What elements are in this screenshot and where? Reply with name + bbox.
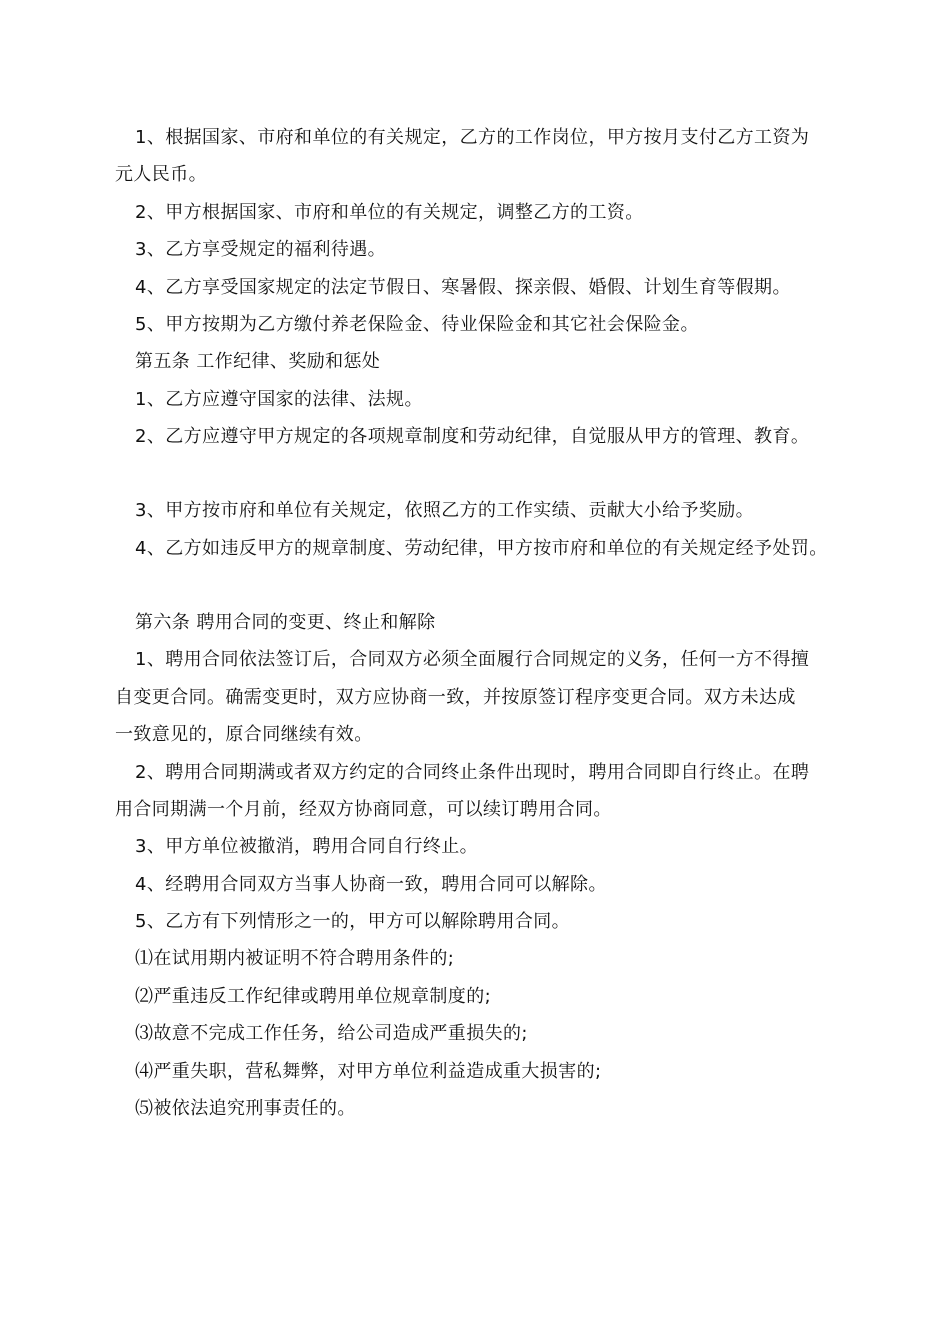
salary-clause-line-1: 1、根据国家、市府和单位的有关规定，乙方的工作岗位，甲方按月支付乙方工资为 (135, 127, 810, 148)
article-five-heading: 第五条 工作纪律、奖励和惩处 (135, 351, 381, 372)
welfare-line: 3、乙方享受规定的福利待遇。 (135, 239, 387, 260)
contract-change-line-3: 一致意见的，原合同继续有效。 (115, 724, 373, 745)
discipline-line-1: 1、乙方应遵守国家的法律、法规。 (135, 389, 423, 410)
discipline-line-2: 2、乙方应遵守甲方规定的各项规章制度和劳动纪律，自觉服从甲方的管理、教育。 (135, 426, 810, 447)
insurance-line: 5、甲方按期为乙方缴付养老保险金、待业保险金和其它社会保险金。 (135, 314, 699, 335)
condition-item-1: ⑴在试用期内被证明不符合聘用条件的; (135, 948, 455, 969)
mutual-termination-line: 4、经聘用合同双方当事人协商一致，聘用合同可以解除。 (135, 874, 607, 895)
contract-change-line-2: 自变更合同。确需变更时，双方应协商一致，并按原签订程序变更合同。双方未达成 (115, 687, 796, 708)
article-six-heading: 第六条 聘用合同的变更、终止和解除 (135, 612, 436, 633)
contract-expiry-line-2: 用合同期满一个月前，经双方协商同意，可以续订聘用合同。 (115, 799, 612, 820)
condition-item-2: ⑵严重违反工作纪律或聘用单位规章制度的; (135, 986, 492, 1007)
holiday-line: 4、乙方享受国家规定的法定节假日、寒暑假、探亲假、婚假、计划生育等假期。 (135, 277, 791, 298)
termination-conditions-intro: 5、乙方有下列情形之一的，甲方可以解除聘用合同。 (135, 911, 571, 932)
contract-expiry-line-1: 2、聘用合同期满或者双方约定的合同终止条件出现时，聘用合同即自行终止。在聘 (135, 762, 810, 783)
unit-cancelled-line: 3、甲方单位被撤消，聘用合同自行终止。 (135, 836, 479, 857)
contract-change-line-1: 1、聘用合同依法签订后，合同双方必须全面履行合同规定的义务，任何一方不得擅 (135, 649, 810, 670)
penalty-line: 4、乙方如违反甲方的规章制度、劳动纪律，甲方按市府和单位的有关规定经予处罚。 (135, 538, 828, 559)
condition-item-3: ⑶故意不完成工作任务，给公司造成严重损失的; (135, 1023, 528, 1044)
salary-clause-line-2: 元人民币。 (115, 164, 207, 185)
condition-item-5: ⑸被依法追究刑事责任的。 (135, 1098, 356, 1119)
reward-line: 3、甲方按市府和单位有关规定，依照乙方的工作实绩、贡献大小给予奖励。 (135, 500, 755, 521)
condition-item-4: ⑷严重失职，营私舞弊，对甲方单位利益造成重大损害的; (135, 1061, 602, 1082)
salary-adjustment-line: 2、甲方根据国家、市府和单位的有关规定，调整乙方的工资。 (135, 202, 644, 223)
